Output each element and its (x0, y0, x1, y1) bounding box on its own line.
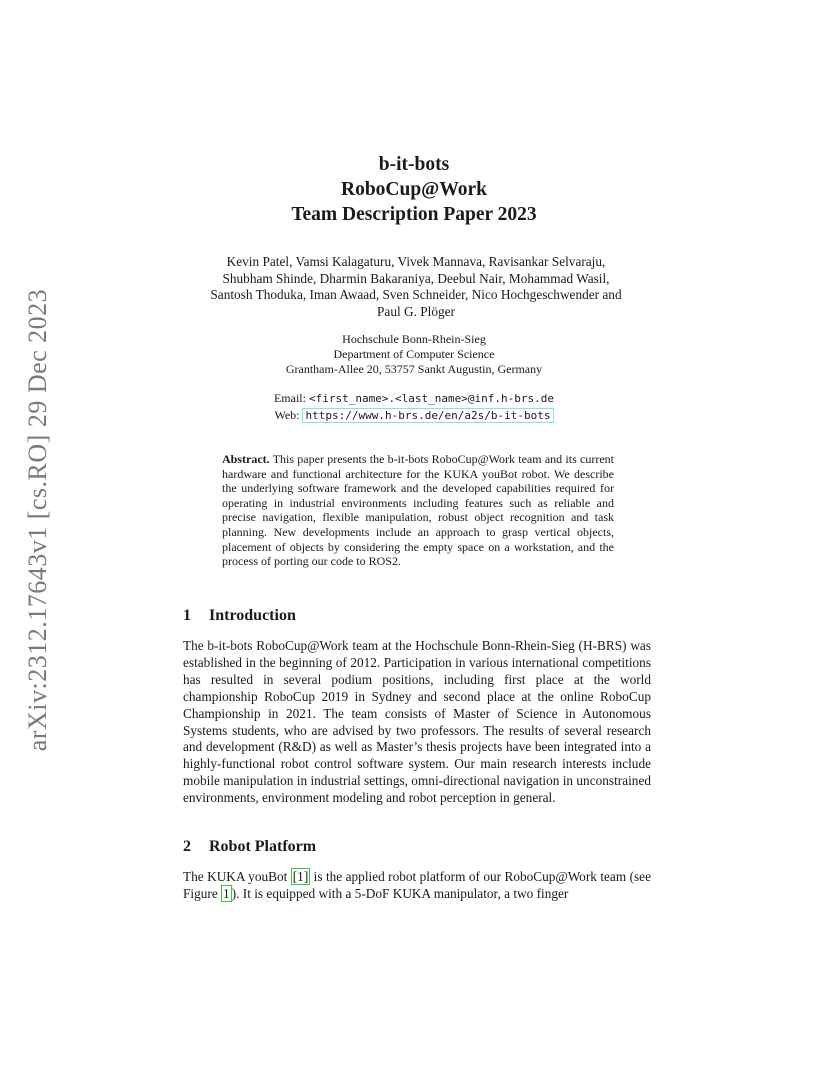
section-title: Robot Platform (209, 838, 317, 855)
author-list (180, 254, 652, 320)
paragraph-text: The KUKA youBot (183, 869, 291, 884)
title-line-1: b-it-bots (378, 154, 450, 175)
abstract-text: This paper presents the b-it-bots RoboCup@Work team and its current hardware and functional architecture for the KUKA youBot robot. We describe the underlying software framework and the developed capabilities required for operating in industrial environments including features such as reliable and precise navigation, flexible manipulation, robust object recognition and task planning. New developments include an approach to grasp vertical objects, placement of objects by considering the empty space on a workstation, and the process of porting our code to ROS2. (222, 452, 614, 569)
figure-link[interactable]: 1 (223, 885, 230, 901)
section-number: 2 (183, 838, 191, 855)
email-address: <first_name>.<last_name>@inf.h-brs.de (308, 392, 555, 405)
affiliation-line-3: Grantham-Allee 20, 53757 Sankt Augustin, Germany (285, 362, 543, 376)
abstract (222, 452, 614, 569)
paragraph-text: ). It is equipped with a 5-DoF KUKA manipulator, a two finger (231, 885, 569, 901)
email-row (0, 390, 828, 407)
author-line-3: Santosh Thoduka, Iman Awaad, Sven Schneider, Nico Hochgeschwender and (210, 287, 622, 302)
arxiv-identifier: arXiv:2312.17643v1 [cs.RO] 29 Dec 2023 (23, 288, 52, 752)
email-label: Email: (273, 391, 306, 405)
title-line-3: Team Description Paper 2023 (291, 204, 537, 225)
affiliation-line-2: Department of Computer Science (333, 347, 495, 361)
affiliation-line-1: Hochschule Bonn-Rhein-Sieg (342, 332, 486, 346)
section-heading-introduction (183, 607, 296, 625)
title-line-2: RoboCup@Work (340, 179, 487, 200)
web-link[interactable]: https://www.h-brs.de/en/a2s/b-it-bots (302, 408, 553, 423)
section-number: 1 (183, 607, 191, 624)
section-heading-robot-platform (183, 838, 316, 856)
introduction-paragraph: The b-it-bots RoboCup@Work team at the Hochschule Bonn-Rhein-Sieg (H-BRS) was established in the beginning of 2012. Participation in various international competitions has resulted in several podium positions, including first place at the world championship RoboCup 2019 in Sydney and second place at the online RoboCup Championship in 2021. The team consists of Master of Science in Autonomous Systems students, who are advised by two professors. The results of several research and development (R&D) as well as Master’s thesis projects have been integrated into a highly-functional robot control software system. Our main research interests include mobile manipulation in industrial settings, omni-directional navigation in unconstrained environments, environment modeling and robot perception in general. (183, 638, 651, 806)
web-label: Web: (274, 408, 300, 422)
paragraph-text: is the applied robot platform of our RoboCup@Work team (see Figure (183, 869, 651, 901)
author-line-1: Kevin Patel, Vamsi Kalagaturu, Vivek Mannava, Ravisankar Selvaraju, (226, 254, 606, 269)
abstract-label: Abstract. (222, 452, 270, 466)
author-line-2: Shubham Shinde, Dharmin Bakaraniya, Deebul Nair, Mohammad Wasil, (222, 270, 610, 286)
affiliation (0, 332, 828, 377)
author-line-4: Paul G. Plöger (377, 303, 455, 319)
contact-info (0, 390, 828, 424)
citation-link[interactable]: [1] (292, 869, 309, 884)
section-title: Introduction (209, 607, 296, 624)
robot-platform-paragraph (183, 869, 651, 903)
paper-title (0, 152, 828, 227)
web-row (0, 407, 828, 424)
